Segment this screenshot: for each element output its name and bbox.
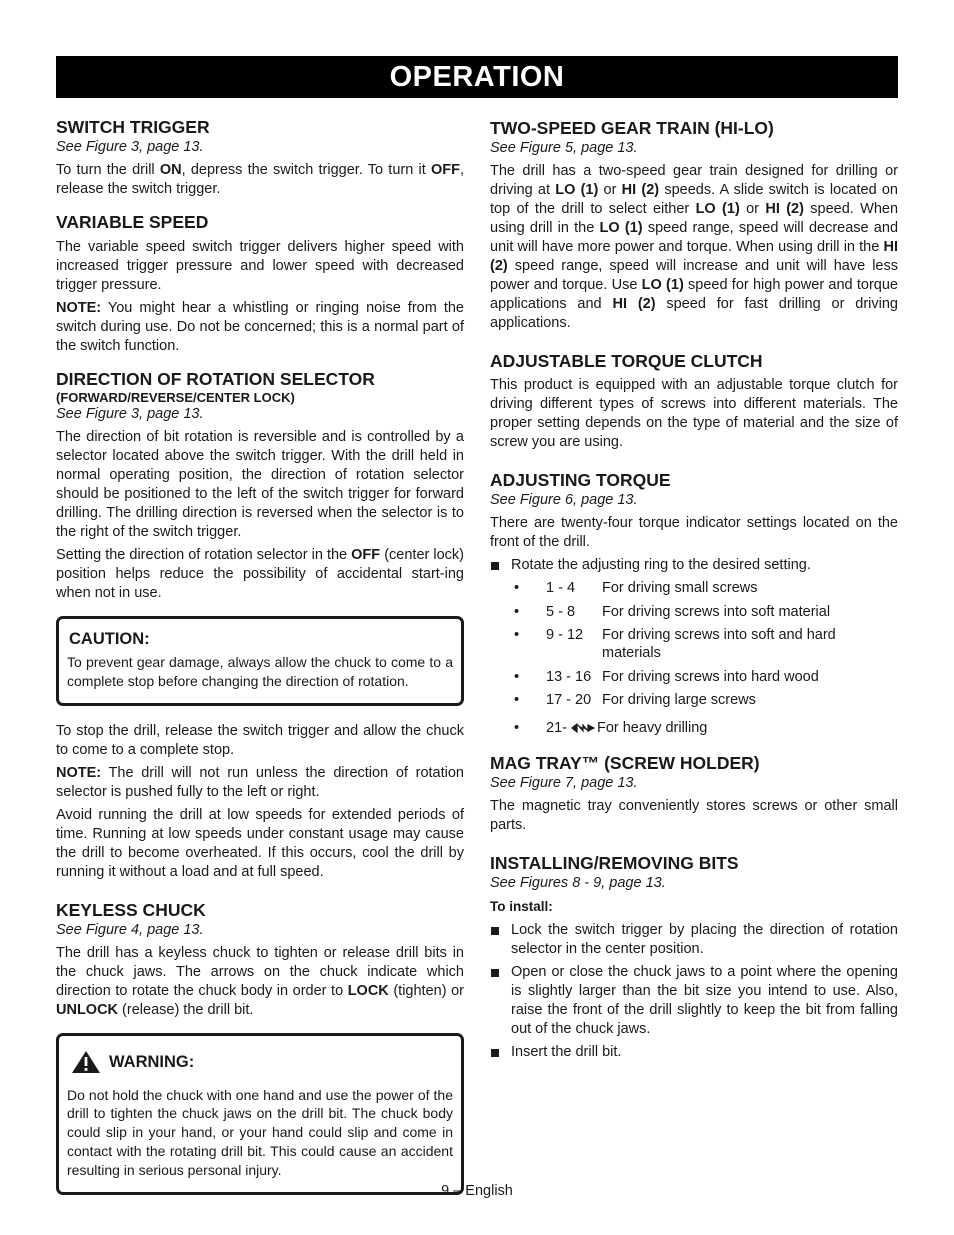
installing-bits-ref: See Figures 8 - 9, page 13. — [490, 875, 666, 891]
section-adjusting-torque — [490, 470, 898, 737]
mag-tray-ref: See Figure 7, page 13. — [490, 775, 638, 791]
torque-setting-row: • 1 - 4 For driving small screws — [514, 580, 758, 596]
caution-box — [56, 616, 464, 706]
low-speed-text: Avoid running the drill at low speeds for extended periods of time. Running at low speeds under constant usage may cause the drill to become overheated. If this occurs, cool the drill by running it without a load and at full speed. — [56, 806, 464, 880]
torque-setting-row: • 17 - 20 For driving large screws — [514, 692, 756, 708]
variable-speed-note: NOTE: You might hear a whistling or ringing noise from the switch during use. Do not be concerned; this is a normal part of the switch function. — [56, 300, 464, 354]
two-speed-text: The drill has a two-speed gear train designed for drilling or driving at LO (1) or HI (2) speeds. A slide switch is located on top of the drill to select either LO (1) or HI (2) speed. When using drill in the LO (1) speed range, speed will decrease and unit will have more power and torque. When using drill in the HI (2) speed range, speed will increase and unit will have less power and torque. Use LO (1) speed for high power and torque applications and HI (2) speed for fast drilling or driving applications. — [490, 163, 899, 331]
section-keyless-chuck — [56, 900, 464, 1020]
section-variable-speed — [56, 212, 464, 356]
installing-bits-heading: INSTALLING/REMOVING BITS — [490, 853, 739, 873]
switch-trigger-text: To turn the drill ON, depress the switch trigger. To turn it OFF, release the switch trigger. — [56, 162, 464, 197]
page-footer: 9 – English — [441, 1183, 513, 1199]
right-column — [490, 118, 898, 1075]
torque-settings-list — [490, 579, 898, 737]
keyless-chuck-ref: See Figure 4, page 13. — [56, 921, 204, 938]
warning-text: Do not hold the chuck with one hand and use the power of the drill to tighten the chuck jaws on the drill bit. The chuck body could slip in your hand, or your hand could slip and come in contact with the rotating drill bit. This could cause an accident resulting in serious personal injury. — [67, 1086, 453, 1178]
warning-title-row — [71, 1050, 453, 1074]
direction-off-text: Setting the direction of rotation selector in the OFF (center lock) position helps reduce the possibility of accidental start-ing when not in use. — [56, 547, 464, 601]
switch-trigger-ref: See Figure 3, page 13. — [56, 139, 204, 155]
to-install-label: To install: — [490, 899, 553, 914]
stop-drill-note: NOTE: The drill will not run unless the direction of rotation selector is pushed fully to the left or right. — [56, 764, 464, 800]
drill-bit-icon — [571, 723, 595, 733]
direction-heading: DIRECTION OF ROTATION SELECTOR — [56, 369, 375, 389]
list-item: Lock the switch trigger by placing the direction of rotation selector in the center position. — [490, 921, 898, 959]
warning-title: WARNING: — [109, 1052, 195, 1071]
section-direction — [56, 369, 464, 603]
warning-triangle-icon — [71, 1050, 101, 1074]
section-mag-tray — [490, 753, 898, 835]
torque-setting-row: • 5 - 8 For driving screws into soft material — [514, 603, 831, 620]
keyless-chuck-text: The drill has a keyless chuck to tighten or release drill bits in the chuck jaws. The arrows on the chuck indicate which direction to rotate the chuck body in order to LOCK (tighten) or UNLOCK (release) the drill bit. — [56, 944, 464, 1018]
variable-speed-heading: VARIABLE SPEED — [56, 212, 209, 232]
keyless-chuck-heading: KEYLESS CHUCK — [56, 899, 206, 920]
warning-box — [56, 1033, 464, 1195]
section-installing-bits — [490, 853, 898, 1062]
adjusting-torque-text: There are twenty-four torque indicator settings located on the front of the drill. — [490, 515, 898, 550]
torque-clutch-text: This product is equipped with an adjustable torque clutch for driving different types of screws into different materials. The proper setting depends on the type of material and the size of screw you are using. — [490, 377, 898, 450]
stop-drill-text: To stop the drill, release the switch trigger and allow the chuck to come to a complete stop. — [56, 722, 464, 758]
caution-title: CAUTION: — [69, 630, 150, 648]
adjusting-torque-bullets — [490, 556, 898, 575]
section-switch-trigger — [56, 117, 464, 199]
switch-trigger-heading: SWITCH TRIGGER — [56, 117, 210, 137]
mag-tray-text: The magnetic tray conveniently stores screws or other small parts. — [490, 798, 898, 833]
adjusting-torque-heading: ADJUSTING TORQUE — [490, 470, 671, 490]
two-speed-ref: See Figure 5, page 13. — [490, 140, 638, 156]
list-item: Rotate the adjusting ring to the desired setting. — [490, 556, 898, 575]
list-item: Insert the drill bit. — [490, 1043, 898, 1062]
two-speed-heading: TWO-SPEED GEAR TRAIN (HI-LO) — [490, 118, 774, 138]
torque-clutch-heading: ADJUSTABLE TORQUE CLUTCH — [490, 351, 763, 371]
direction-subheading: (FORWARD/REVERSE/CENTER LOCK) — [56, 390, 295, 405]
caution-text: To prevent gear damage, always allow the chuck to come to a complete stop before changing the direction of rotation. — [67, 654, 453, 689]
torque-setting-row: • 21- For heavy drilling — [514, 720, 708, 736]
mag-tray-heading: MAG TRAY™ (SCREW HOLDER) — [490, 753, 760, 773]
section-stop-drill — [56, 722, 464, 882]
torque-setting-row: • 13 - 16 For driving screws into hard wood — [514, 668, 819, 685]
torque-setting-row: • 9 - 12 For driving screws into soft and hard materials — [514, 627, 836, 661]
variable-speed-text: The variable speed switch trigger delivers higher speed with increased trigger pressure and lower speed with decreased trigger pressure. — [56, 239, 464, 293]
left-column — [56, 117, 464, 1211]
direction-text: The direction of bit rotation is reversible and is controlled by a selector located above the switch trigger. With the drill held in normal operating position, the direction of rotation selector should be positioned to the left of the switch trigger for forward drilling. The drilling direction is reversed when the selector is to the right of the switch trigger. — [56, 429, 464, 540]
adjusting-torque-ref: See Figure 6, page 13. — [490, 492, 638, 508]
section-two-speed — [490, 118, 898, 333]
page-title: OPERATION — [56, 56, 898, 98]
install-steps-list — [490, 921, 898, 1062]
section-torque-clutch — [490, 351, 898, 452]
direction-ref: See Figure 3, page 13. — [56, 406, 204, 422]
list-item: Open or close the chuck jaws to a point where the opening is slightly larger than the bit size you intend to use. Also, raise the front of the drill slightly to keep the bit from falling out of the chuck jaws. — [490, 963, 898, 1039]
